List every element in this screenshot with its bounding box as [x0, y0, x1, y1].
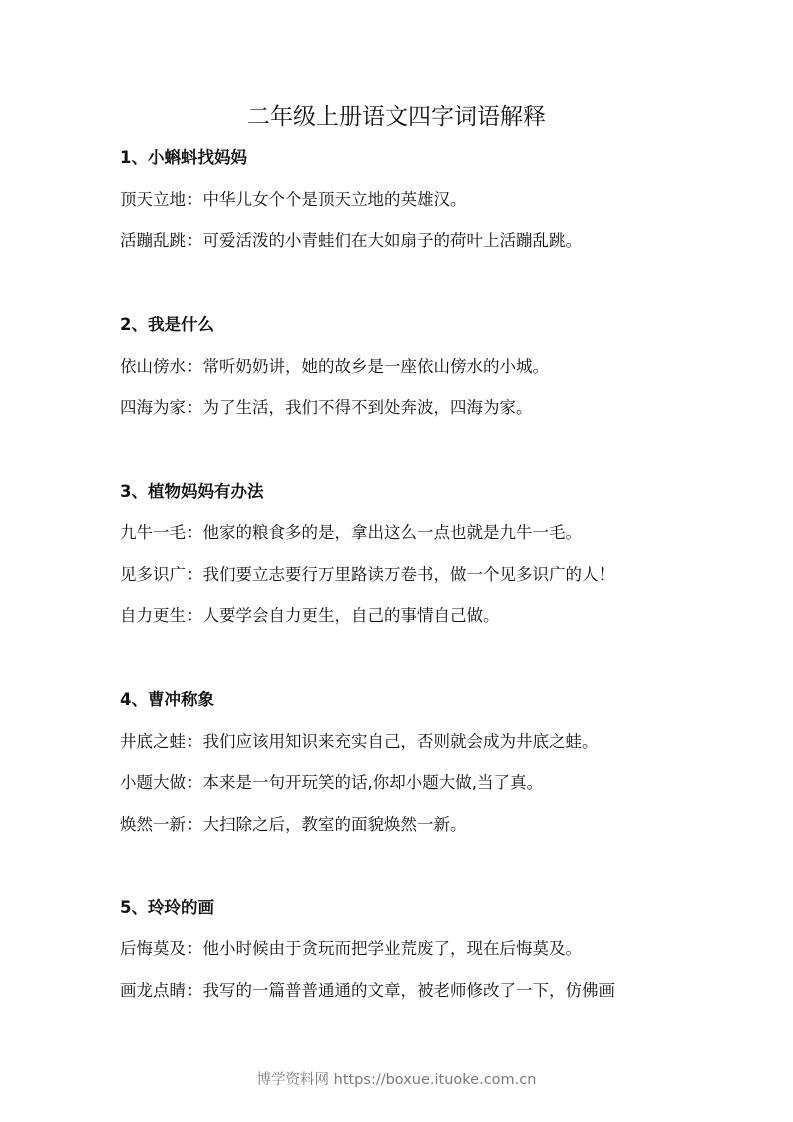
idiom-entry: 自力更生：人要学会自力更生，自己的事情自己做。: [120, 606, 500, 625]
idiom-entry: 小题大做：本来是一句开玩笑的话,你却小题大做,当了真。: [120, 773, 543, 792]
section-heading: 2、我是什么: [120, 315, 214, 334]
section-heading: 3、植物妈妈有办法: [120, 482, 264, 501]
idiom-entry: 四海为家：为了生活，我们不得不到处奔波，四海为家。: [120, 398, 533, 417]
section-heading: 4、曹冲称象: [120, 690, 214, 709]
idiom-entry: 依山傍水：常听奶奶讲，她的故乡是一座依山傍水的小城。: [120, 357, 549, 376]
idiom-entry: 焕然一新：大扫除之后，教室的面貌焕然一新。: [120, 815, 467, 834]
idiom-entry: 活蹦乱跳：可爱活泼的小青蛙们在大如扇子的荷叶上活蹦乱跳。: [120, 231, 582, 250]
footer-watermark: 博学资料网 https://boxue.ituoke.com.cn: [256, 1072, 537, 1088]
idiom-entry: 见多识广：我们要立志要行万里路读万卷书，做一个见多识广的人！: [120, 565, 615, 584]
idiom-entry: 画龙点睛：我写的一篇普普通通的文章，被老师修改了一下，仿佛画: [120, 981, 615, 1000]
section-heading: 5、玲玲的画: [120, 898, 214, 917]
section-heading: 1、小蝌蚪找妈妈: [120, 148, 247, 167]
idiom-entry: 九牛一毛：他家的粮食多的是，拿出这么一点也就是九牛一毛。: [120, 523, 582, 542]
idiom-entry: 后悔莫及：他小时候由于贪玩而把学业荒废了，现在后悔莫及。: [120, 939, 582, 958]
idiom-entry: 顶天立地：中华儿女个个是顶天立地的英雄汉。: [120, 190, 467, 209]
page-title: 二年级上册语文四字词语解释: [247, 104, 546, 130]
idiom-entry: 井底之蛙：我们应该用知识来充实自己，否则就会成为井底之蛙。: [120, 732, 599, 751]
